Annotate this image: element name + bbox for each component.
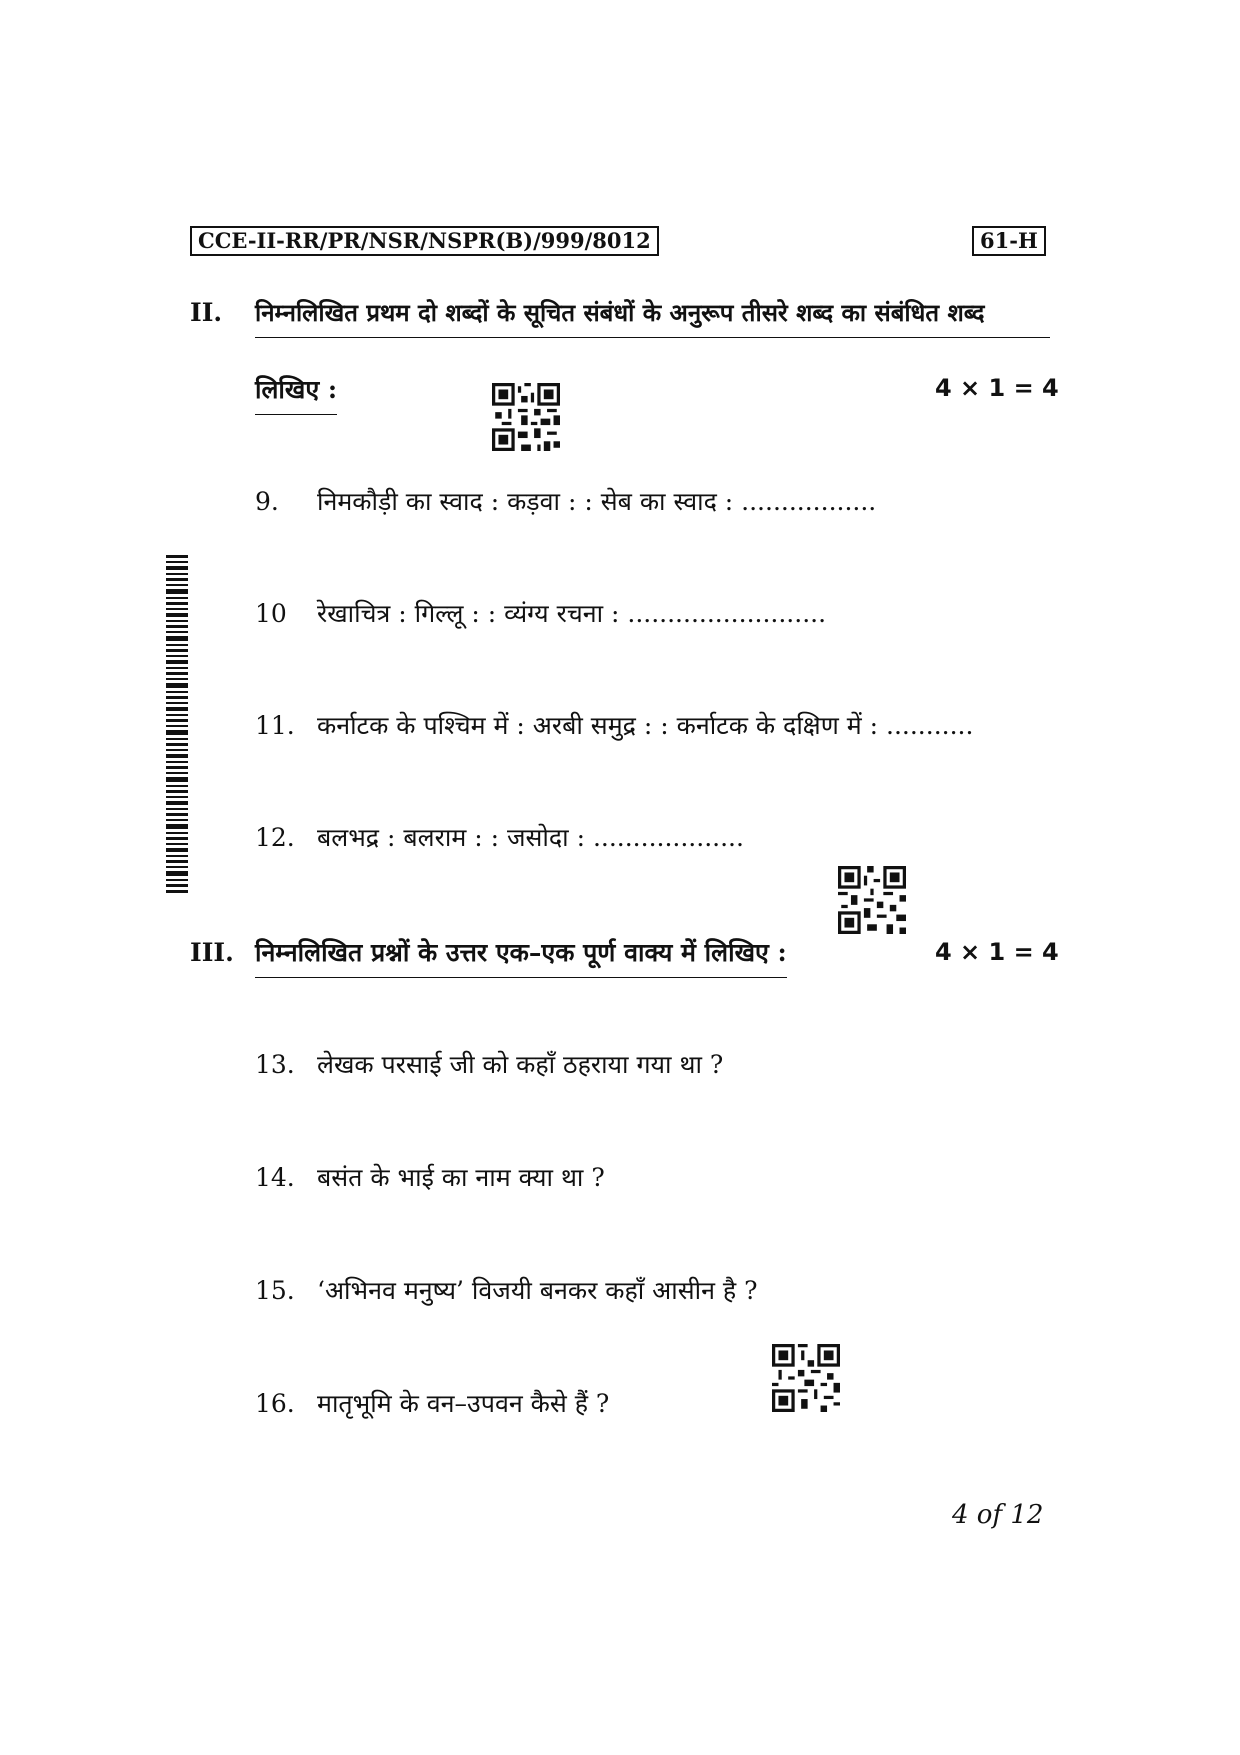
question-16	[255, 1386, 609, 1420]
qr-code-icon	[492, 383, 560, 451]
page-number: 4 of 12	[952, 1500, 1044, 1530]
question-11	[255, 708, 973, 742]
section-3-instruction: निम्नलिखित प्रश्नों के उत्तर एक–एक पूर्ण वाक्य में लिखिए :	[255, 935, 787, 978]
question-text: बसंत के भाई का नाम क्या था ?	[317, 1163, 605, 1192]
section-3-marks: 4 × 1 = 4	[935, 938, 1059, 966]
question-text: रेखाचित्र : गिल्लू : : व्यंग्य रचना : .........................	[317, 599, 827, 628]
question-10	[255, 596, 826, 630]
question-13	[255, 1047, 723, 1081]
question-12	[255, 820, 744, 854]
paper-code: CCE-II-RR/PR/NSR/NSPR(B)/999/8012	[190, 226, 659, 256]
question-number: 14.	[255, 1163, 295, 1192]
section-2-instruction-line1: निम्नलिखित प्रथम दो शब्दों के सूचित संबंधों के अनुरूप तीसरे शब्द का संबंधित शब्द	[255, 296, 1050, 338]
question-15	[255, 1273, 758, 1307]
question-number: 12.	[255, 823, 295, 852]
barcode-icon	[166, 555, 188, 893]
question-text: बलभद्र : बलराम : : जसोदा : ...................	[317, 823, 744, 852]
question-number: 9.	[255, 487, 279, 516]
question-text: लेखक परसाई जी को कहाँ ठहराया गया था ?	[317, 1050, 724, 1079]
question-number: 11.	[255, 711, 295, 740]
question-9	[255, 484, 876, 518]
section-2-number: II.	[190, 298, 223, 327]
question-text: कर्नाटक के पश्चिम में : अरबी समुद्र : : कर्नाटक के दक्षिण में : ...........	[317, 711, 974, 740]
question-14	[255, 1160, 605, 1194]
question-text: ‘अभिनव मनुष्य’ विजयी बनकर कहाँ आसीन है ?	[317, 1276, 758, 1305]
question-number: 13.	[255, 1050, 295, 1079]
question-text: निमकौड़ी का स्वाद : कड़वा : : सेब का स्वाद : .................	[317, 487, 877, 516]
question-number: 16.	[255, 1389, 295, 1418]
question-text: मातृभूमि के वन–उपवन कैसे हैं ?	[317, 1389, 610, 1418]
qr-code-icon	[838, 866, 906, 934]
section-2-marks: 4 × 1 = 4	[935, 374, 1059, 402]
section-2-instruction-line2: लिखिए :	[255, 372, 337, 415]
section-3-number: III.	[190, 938, 234, 967]
question-number: 10	[255, 599, 287, 628]
question-number: 15.	[255, 1276, 295, 1305]
qr-code-icon	[772, 1344, 840, 1412]
paper-number: 61-H	[972, 226, 1046, 256]
